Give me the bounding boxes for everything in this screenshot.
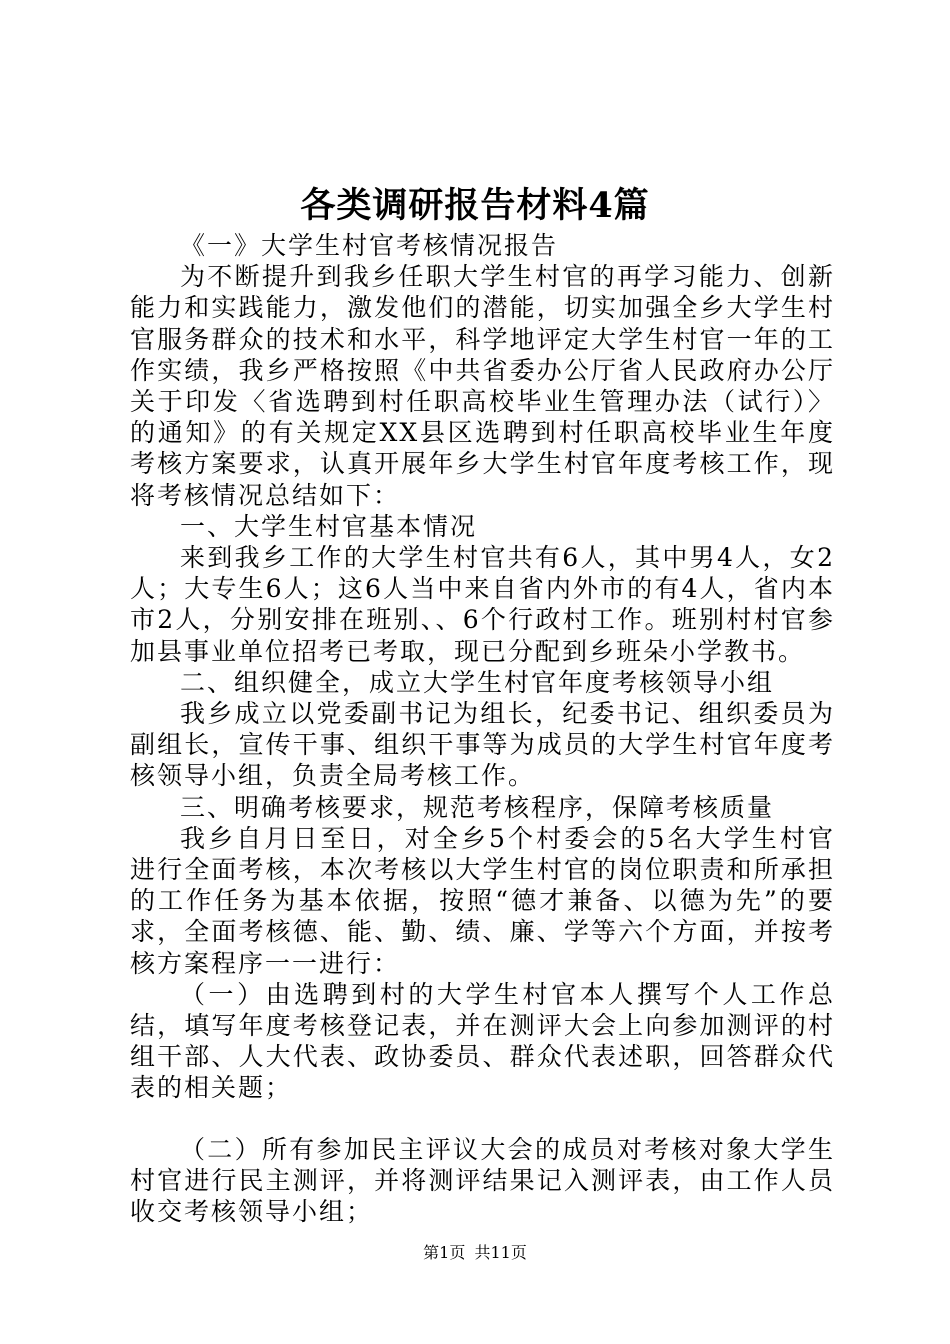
document-body xyxy=(130,230,835,1227)
intro-paragraph: 为不断提升到我乡任职大学生村官的再学习能力、创新能力和实践能力，激发他们的潜能，切实加强全乡大学生村官服务群众的技术和水平，科学地评定大学生村官一年的工作实绩，我乡严格按照《中共省委办公厅省人民政府办公厅关于印发〈省选聘到村任职高校毕业生管理办法（试行）〉的通知》的有关规定XX县区选聘到村任职高校毕业生年度考核方案要求，认真开展年乡大学生村官年度考核工作，现将考核情况总结如下： xyxy=(130,262,835,510)
section-heading-1: 一、大学生村官基本情况 xyxy=(180,511,478,541)
page-number: 第1页 xyxy=(423,1243,466,1262)
step-1-paragraph: （一）由选聘到村的大学生村官本人撰写个人工作总结，填写年度考核登记表，并在测评大会上向参加测评的村组干部、人大代表、政协委员、群众代表述职，回答群众代表的相关题； xyxy=(130,979,835,1103)
section-3-paragraph: 我乡自月日至日，对全乡5个村委会的5名大学生村官进行全面考核，本次考核以大学生村官的岗位职责和所承担的工作任务为基本依据，按照“德才兼备、以德为先”的要求，全面考核德、能、勤、绩、廉、学等六个方面，并按考核方案程序一一进行： xyxy=(130,823,835,978)
step-2-paragraph: （二）所有参加民主评议大会的成员对考核对象大学生村官进行民主测评，并将测评结果记入测评表，由工作人员收交考核领导小组； xyxy=(130,1134,835,1227)
page-total: 共11页 xyxy=(474,1243,527,1262)
section-heading-2: 二、组织健全，成立大学生村官年度考核领导小组 xyxy=(180,667,775,697)
page-footer xyxy=(0,1241,950,1265)
section-2-paragraph: 我乡成立以党委副书记为组长，纪委书记、组织委员为副组长，宣传干事、组织干事等为成员的大学生村官年度考核领导小组，负责全局考核工作。 xyxy=(130,699,835,791)
section-heading-3: 三、明确考核要求，规范考核程序，保障考核质量 xyxy=(180,792,775,822)
document-title: 各类调研报告材料4篇 xyxy=(300,185,650,226)
section-1-paragraph: 来到我乡工作的大学生村官共有6人，其中男4人，女2人；大专生6人；这6人当中来自省内外市的有4人，省内本市2人，分别安排在班别、、6个行政村工作。班别村村官参加县事业单位招考已考取，现已分配到乡班朵小学教书。 xyxy=(130,543,835,666)
report-heading: 《一》大学生村官考核情况报告 xyxy=(180,231,559,260)
